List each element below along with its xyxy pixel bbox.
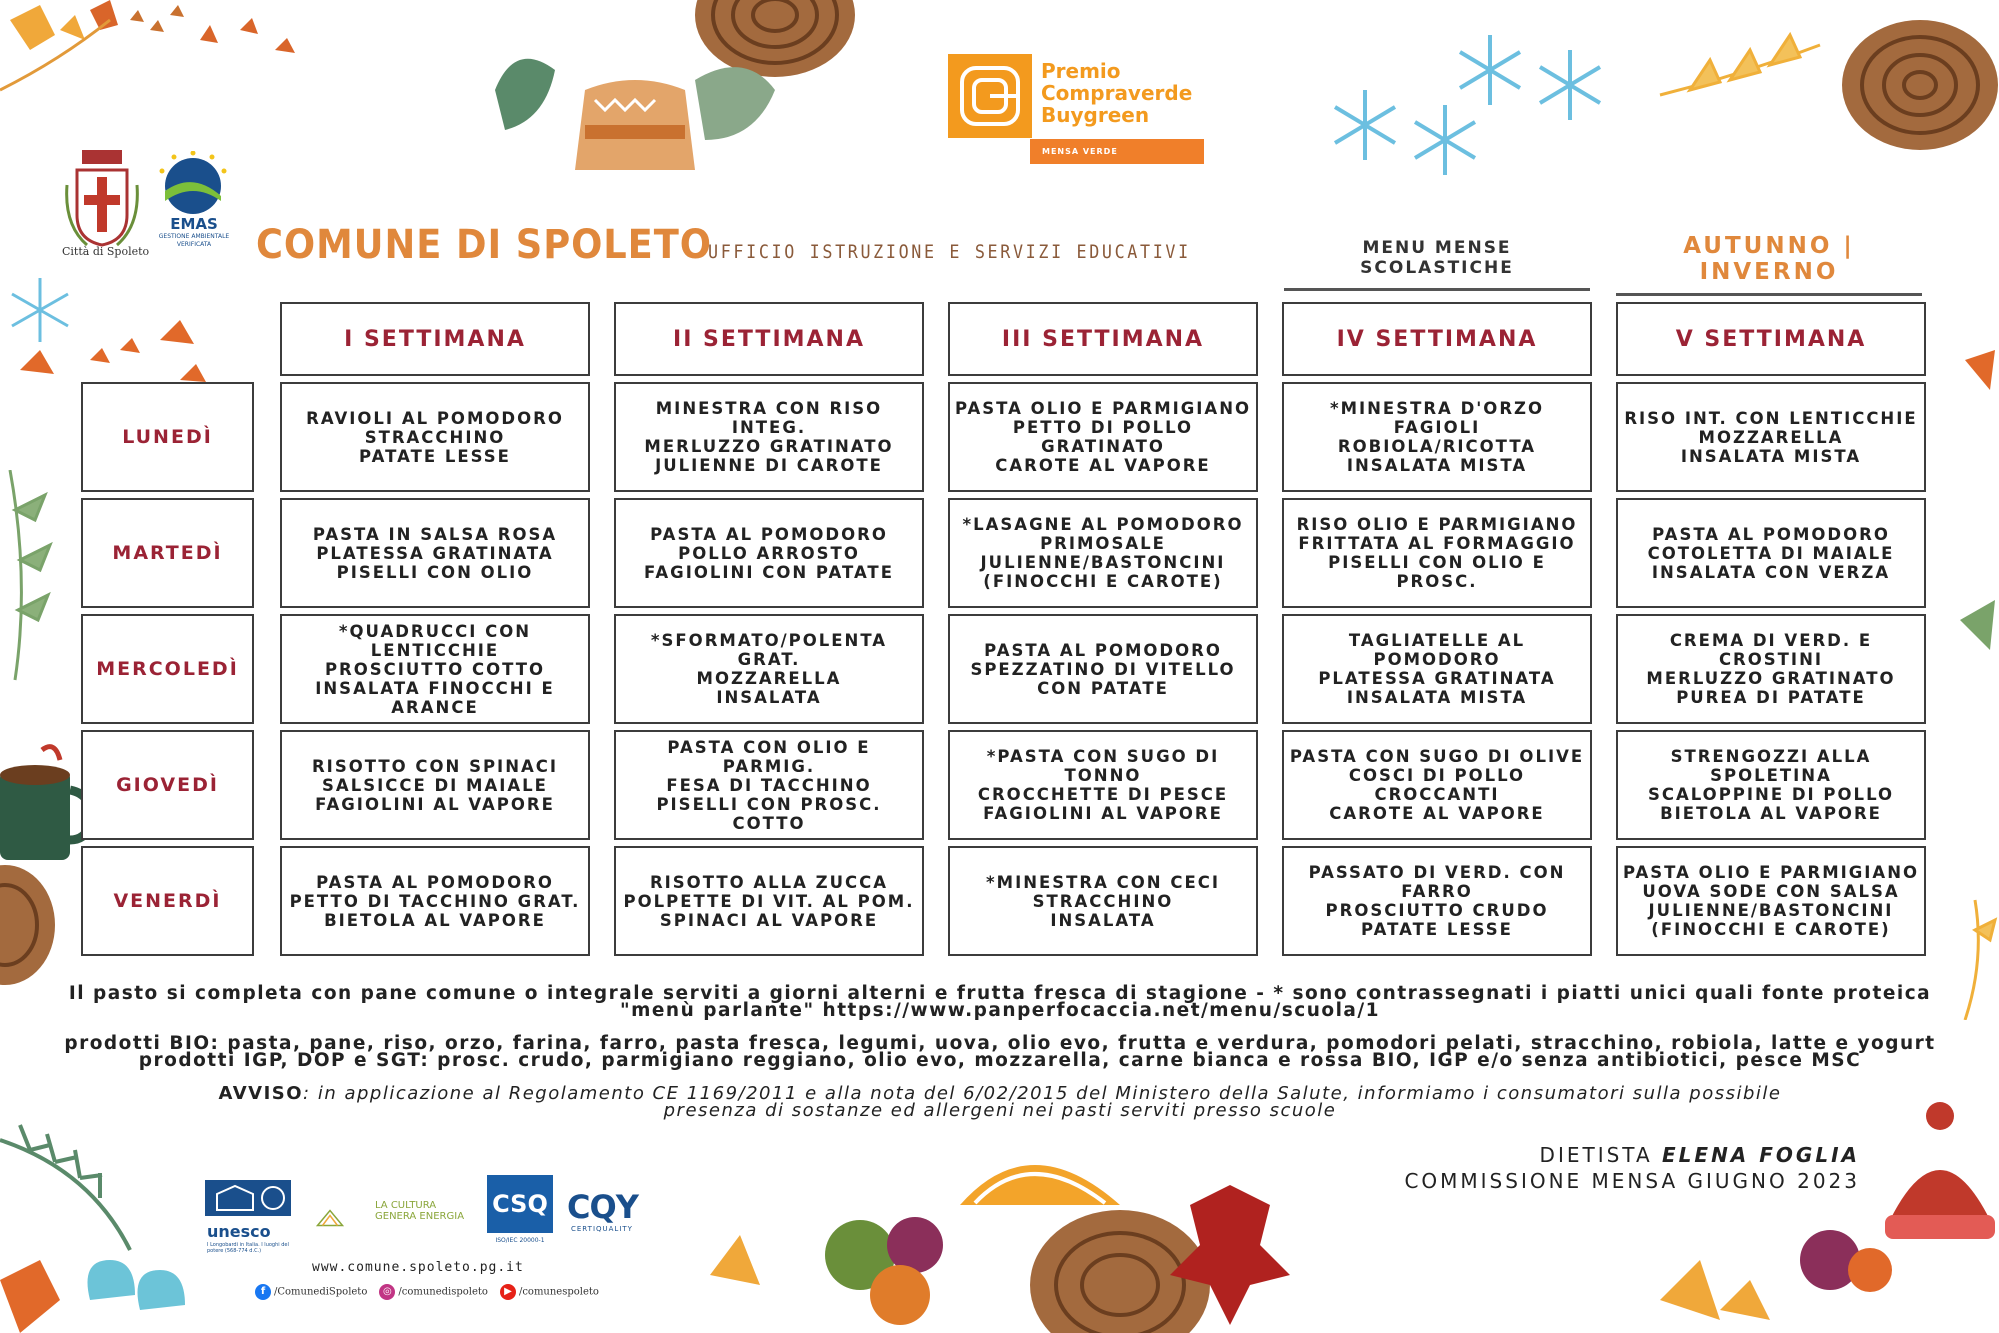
spoleto-crest-logo [62, 145, 142, 255]
week-header: II SETTIMANA [614, 302, 924, 376]
menu-cell: PASTA AL POMODORO POLLO ARROSTO FAGIOLINI CON PATATE [614, 498, 924, 608]
sweater-leaves-decoration [475, 30, 795, 190]
avviso-text: : in applicazione al Regolamento CE 1169/2011 e alla nota del 6/02/2015 del Ministero della Salute, informiamo i consumatori sulla possibile [303, 1083, 1782, 1104]
menu-cell: PASTA AL POMODORO COTOLETTA DI MAIALE INSALATA CON VERZA [1616, 498, 1926, 608]
menu-cell: PASTA IN SALSA ROSA PLATESSA GRATINATA PISELLI CON OLIO [280, 498, 590, 608]
instagram-handle: /comunedispoleto [398, 1286, 488, 1298]
premio-line-3: Buygreen [1041, 103, 1150, 127]
menu-cell: MINESTRA CON RISO INTEG. MERLUZZO GRATINATO JULIENNE DI CAROTE [614, 382, 924, 492]
menu-cell: *MINESTRA D'ORZO FAGIOLI ROBIOLA/RICOTTA INSALATA MISTA [1282, 382, 1592, 492]
cqy-subtitle: CERTIQUALITY [571, 1225, 633, 1233]
menu-cell: STRENGOZZI ALLA SPOLETINA SCALOPPINE DI POLLO BIETOLA AL VAPORE [1616, 730, 1926, 840]
menu-cell: CREMA DI VERD. E CROSTINI MERLUZZO GRATINATO PUREA DI PATATE [1616, 614, 1926, 724]
youtube-link[interactable] [500, 1284, 599, 1300]
note-line-4: prodotti IGP, DOP e SGT: prosc. crudo, parmigiano reggiano, olio evo, mozzarella, carne bianca e rossa BIO, IGP e/o senza antibiotici, pesce MSC [138, 1050, 1862, 1071]
menu-cell: *MINESTRA CON CECI STRACCHINO INSALATA [948, 846, 1258, 956]
fern-bottom-left-decoration [0, 1100, 200, 1333]
city-caption: Città di Spoleto [62, 245, 150, 258]
youtube-icon: ▶ [500, 1284, 516, 1300]
premio-title [1041, 60, 1192, 126]
menu-cell: RAVIOLI AL POMODORO STRACCHINO PATATE LESSE [280, 382, 590, 492]
unesco-logo [205, 1180, 293, 1258]
note-line-2: "menù parlante" https://www.panperfocaccia.net/menu/scuola/1 [619, 1000, 1381, 1021]
menu-cell: *PASTA CON SUGO DI TONNO CROCCHETTE DI PESCE FAGIOLINI AL VAPORE [948, 730, 1258, 840]
avviso-label: AVVISO [218, 1083, 304, 1104]
cultura-genera-energia-logo [315, 1198, 375, 1238]
cqy-logo: CQY [567, 1188, 638, 1226]
dietista-name: ELENA FOGLIA [1662, 1143, 1860, 1167]
note-line-3: prodotti BIO: pasta, pane, riso, orzo, farina, farro, pasta fresca, legumi, uova, olio evo, frutta e verdura, pomodori pelati, stracchino, robiola, latte e yogurt [64, 1033, 1936, 1054]
menu-cell: TAGLIATELLE AL POMODORO PLATESSA GRATINATA INSALATA MISTA [1282, 614, 1592, 724]
website-link[interactable]: www.comune.spoleto.pg.it [312, 1260, 524, 1275]
left-branch-decoration [0, 470, 70, 690]
menu-cell: *QUADRUCCI CON LENTICCHIE PROSCIUTTO COTTO INSALATA FINOCCHI E ARANCE [280, 614, 590, 724]
page-title: COMUNE DI SPOLETO [256, 222, 712, 268]
day-header: MARTEDÌ [81, 498, 254, 608]
week-header: I SETTIMANA [280, 302, 590, 376]
wood-slice-left-decoration [0, 860, 60, 990]
menu-cell: RISOTTO CON SPINACI SALSICCE DI MAIALE FAGIOLINI AL VAPORE [280, 730, 590, 840]
menu-cell: PASTA OLIO E PARMIGIANO PETTO DI POLLO GRATINATO CAROTE AL VAPORE [948, 382, 1258, 492]
day-header: LUNEDÌ [81, 382, 254, 492]
facebook-icon: f [255, 1284, 271, 1300]
footer-logos [205, 1170, 675, 1330]
autumn-leaves-top-left-decoration [0, 0, 320, 130]
day-header: VENERDÌ [81, 846, 254, 956]
commissione-line: COMMISSIONE MENSA GIUGNO 2023 [1404, 1169, 1860, 1193]
emas-label: EMAS [170, 215, 218, 233]
instagram-icon: ◎ [379, 1284, 395, 1300]
vegetables-and-orange-decoration [700, 1125, 1300, 1333]
signature [1360, 1142, 1860, 1194]
social-links [255, 1284, 599, 1300]
menu-cell: PASTA OLIO E PARMIGIANO UOVA SODE CON SALSA JULIENNE/BASTONCINI (FINOCCHI E CAROTE) [1616, 846, 1926, 956]
menu-cell: PASTA AL POMODORO SPEZZATINO DI VITELLO CON PATATE [948, 614, 1258, 724]
youtube-handle: /comunespoleto [518, 1286, 599, 1298]
menu-cell: RISO INT. CON LENTICCHIE MOZZARELLA INSALATA MISTA [1616, 382, 1926, 492]
avviso-text-2: presenza di sostanze ed allergeni nei pasti serviti presso scuole [663, 1100, 1337, 1121]
menu-cell: RISOTTO ALLA ZUCCA POLPETTE DI VIT. AL POM. SPINACI AL VAPORE [614, 846, 924, 956]
menu-cell: PASTA CON SUGO DI OLIVE COSCI DI POLLO CROCCANTI CAROTE AL VAPORE [1282, 730, 1592, 840]
allergen-notice-line-2 [150, 1102, 1850, 1120]
menu-cell: *LASAGNE AL POMODORO PRIMOSALE JULIENNE/BASTONCINI (FINOCCHI E CAROTE) [948, 498, 1258, 608]
premio-icon [948, 54, 1032, 138]
emas-subtitle: GESTIONE AMBIENTALE VERIFICATA [158, 233, 230, 248]
menu-cell: PASTA CON OLIO E PARMIG. FESA DI TACCHINO PISELLI CON PROSC. COTTO [614, 730, 924, 840]
facebook-handle: /ComunediSpoleto [274, 1286, 368, 1298]
dietista-prefix: DIETISTA [1539, 1143, 1662, 1167]
snowflakes-decoration [1320, 25, 1620, 185]
cultura-label: LA CULTURA GENERA ENERGIA [375, 1200, 465, 1222]
note-line-1: Il pasto si completa con pane comune o integrale serviti a giorni alterni e frutta fresca di stagione - * sono contrassegnati i piatti unici quali fonte proteica [68, 983, 1932, 1004]
premio-compraverde-logo [948, 54, 1204, 164]
menu-cell: *SFORMATO/POLENTA GRAT. MOZZARELLA INSALATA [614, 614, 924, 724]
week-header: V SETTIMANA [1616, 302, 1926, 376]
header-logos [62, 145, 232, 275]
menu-cell: PASTA AL POMODORO PETTO DI TACCHINO GRAT. BIETOLA AL VAPORE [280, 846, 590, 956]
hat-and-fruits-decoration [1660, 1100, 1999, 1333]
page-subtitle: UFFICIO ISTRUZIONE E SERVIZI EDUCATIVI [708, 241, 1191, 263]
week-header: IV SETTIMANA [1282, 302, 1592, 376]
csq-logo [487, 1175, 553, 1255]
menu-cell: PASSATO DI VERD. CON FARRO PROSCIUTTO CRUDO PATATE LESSE [1282, 846, 1592, 956]
instagram-link[interactable] [379, 1284, 488, 1300]
unesco-subtitle: I Longobardi in Italia. I luoghi del potere (568-774 d.C.) [207, 1242, 289, 1254]
day-header: MERCOLEDÌ [81, 614, 254, 724]
right-side-leaves-decoration [1945, 340, 1999, 1020]
day-header: GIOVEDÌ [81, 730, 254, 840]
premio-line-2: Compraverde [1041, 81, 1193, 105]
csq-label: CSQ [487, 1175, 553, 1233]
premio-bar: MENSA VERDE [1030, 139, 1204, 164]
menu-cell: RISO OLIO E PARMIGIANO FRITTATA AL FORMAGGIO PISELLI CON OLIO E PROSC. [1282, 498, 1592, 608]
week-header: III SETTIMANA [948, 302, 1258, 376]
leaf-branch-and-wood-top-right-decoration [1650, 15, 1999, 165]
unesco-label: unesco [207, 1222, 271, 1241]
menu-label: MENU MENSE SCOLASTICHE [1284, 238, 1590, 291]
csq-subtitle: ISO/IEC 20000-1 [495, 1237, 545, 1244]
facebook-link[interactable] [255, 1284, 367, 1300]
premio-line-1: Premio [1041, 59, 1121, 83]
season-label: AUTUNNO | INVERNO [1616, 233, 1922, 296]
